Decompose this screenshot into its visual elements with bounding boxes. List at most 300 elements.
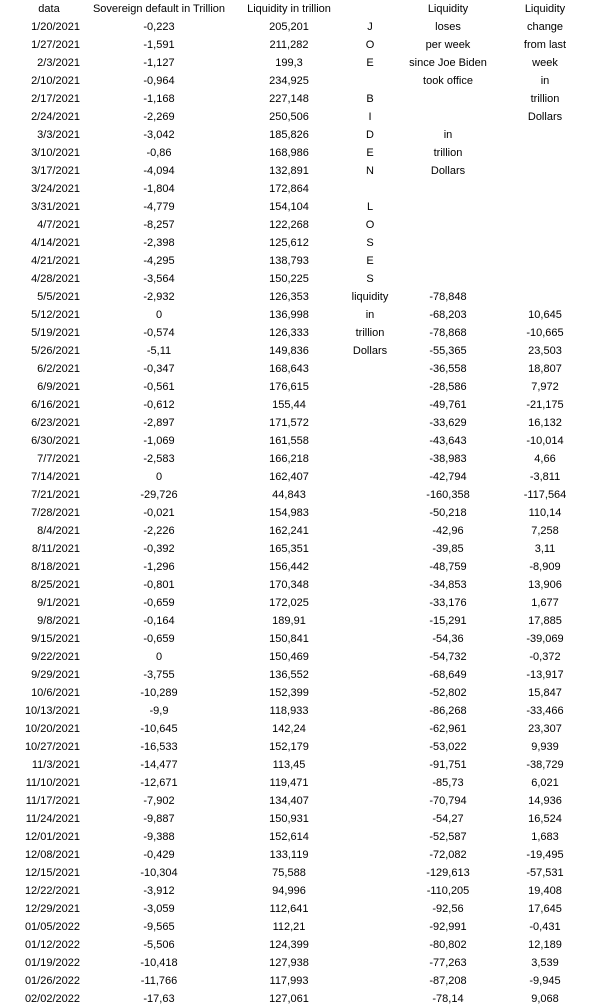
table-row [0, 918, 590, 936]
sovereign-default-cell: -0,021 [143, 507, 175, 519]
liquidity-cell: 170,348 [269, 579, 309, 591]
liquidity-loss-cell: -39,85 [432, 543, 464, 555]
liquidity-loss-cell: -50,218 [429, 507, 467, 519]
annotation-cell [344, 72, 396, 90]
date-cell: 6/16/2021 [31, 399, 80, 411]
date-cell: 5/5/2021 [37, 291, 80, 303]
liquidity-cell: 162,241 [269, 525, 309, 537]
annotation-cell: liquidity [351, 291, 389, 303]
liquidity-cell: 136,552 [269, 669, 309, 681]
sovereign-default-cell: -1,296 [143, 561, 175, 573]
liquidity-change-cell: -9,945 [529, 975, 561, 987]
liquidity-loss-cell: -28,586 [429, 381, 467, 393]
sovereign-default-cell: -0,86 [146, 147, 172, 159]
liquidity-cell: 234,925 [269, 75, 309, 87]
liquidity-change-cell [502, 234, 588, 252]
liquidity-loss-cell: Dollars [430, 165, 466, 177]
table-row [0, 216, 590, 234]
liquidity-change-cell: 19,408 [528, 885, 562, 897]
annotation-cell [344, 180, 396, 198]
sovereign-default-cell: -9,388 [143, 831, 175, 843]
annotation-cell [344, 846, 396, 864]
table-row [0, 54, 590, 72]
date-cell: 4/28/2021 [31, 273, 80, 285]
annotation-cell: Dollars [352, 345, 388, 357]
annotation-cell: trillion [355, 327, 385, 339]
date-cell: 9/1/2021 [37, 597, 80, 609]
annotation-cell: O [365, 219, 375, 231]
liquidity-change-cell: 3,11 [534, 543, 556, 555]
table-row [0, 576, 590, 594]
sovereign-default-cell: -3,059 [143, 903, 175, 915]
liquidity-cell: 152,614 [269, 831, 309, 843]
liquidity-cell: 125,612 [269, 237, 309, 249]
table-row [0, 288, 590, 306]
liquidity-change-cell: 15,847 [528, 687, 562, 699]
date-cell: 01/12/2022 [24, 939, 80, 951]
sovereign-default-cell: -14,477 [140, 759, 178, 771]
sovereign-default-cell: -4,094 [143, 165, 175, 177]
table-row [0, 126, 590, 144]
liquidity-change-cell: -10,665 [526, 327, 564, 339]
liquidity-change-cell: 18,807 [528, 363, 562, 375]
date-cell: 3/3/2021 [37, 129, 80, 141]
liquidity-loss-cell: -62,961 [429, 723, 467, 735]
sovereign-default-cell: -12,671 [140, 777, 178, 789]
annotation-cell [344, 702, 396, 720]
liquidity-cell: 150,469 [269, 651, 309, 663]
liquidity-change-cell: in [540, 75, 550, 87]
table-row [0, 198, 590, 216]
date-cell: 1/20/2021 [31, 21, 80, 33]
liquidity-cell: 152,179 [269, 741, 309, 753]
liquidity-cell: 132,891 [269, 165, 309, 177]
table-row [0, 882, 590, 900]
date-cell: 01/05/2022 [24, 921, 80, 933]
annotation-cell: S [366, 237, 374, 249]
annotation-cell [344, 504, 396, 522]
table-row [0, 414, 590, 432]
liquidity-loss-cell: -34,853 [429, 579, 467, 591]
date-cell: 3/17/2021 [31, 165, 80, 177]
liquidity-loss-cell [398, 270, 498, 288]
table-row [0, 558, 590, 576]
annotation-cell: E [366, 255, 374, 267]
liquidity-loss-cell: -78,848 [429, 291, 467, 303]
annotation-cell [344, 522, 396, 540]
table-row [0, 810, 590, 828]
date-cell: 11/24/2021 [25, 813, 80, 825]
liquidity-cell: 211,282 [269, 39, 309, 51]
annotation-cell: E [366, 147, 374, 159]
liquidity-change-cell [502, 180, 588, 198]
sovereign-default-cell: -1,168 [143, 93, 175, 105]
liquidity-loss-cell: -42,96 [432, 525, 464, 537]
sovereign-default-cell: -9,9 [149, 705, 169, 717]
table-row [0, 36, 590, 54]
table-row [0, 432, 590, 450]
annotation-cell: J [367, 21, 373, 33]
annotation-cell [344, 936, 396, 954]
sovereign-default-cell: -9,565 [143, 921, 175, 933]
liquidity-change-cell: 110,14 [528, 507, 562, 519]
liquidity-change-cell: -39,069 [526, 633, 564, 645]
sovereign-default-cell: -0,164 [143, 615, 175, 627]
liquidity-change-cell: 23,503 [528, 345, 562, 357]
liquidity-change-cell: 23,307 [528, 723, 562, 735]
sovereign-default-cell: -5,506 [143, 939, 175, 951]
date-cell: 8/11/2021 [31, 543, 80, 555]
liquidity-change-cell: 16,132 [528, 417, 562, 429]
liquidity-change-cell: 17,885 [528, 615, 562, 627]
annotation-cell [344, 396, 396, 414]
sovereign-default-cell: -0,574 [143, 327, 175, 339]
date-cell: 5/12/2021 [31, 309, 80, 321]
sovereign-default-cell: -0,223 [143, 21, 175, 33]
annotation-cell [344, 378, 396, 396]
sovereign-default-cell: -3,755 [143, 669, 175, 681]
annotation-cell [344, 918, 396, 936]
liquidity-loss-cell: -55,365 [429, 345, 467, 357]
date-cell: 2/24/2021 [31, 111, 80, 123]
annotation-cell [344, 972, 396, 990]
liquidity-loss-cell: loses [435, 21, 461, 33]
date-cell: 7/21/2021 [31, 489, 80, 501]
liquidity-cell: 150,225 [269, 273, 309, 285]
table-row [0, 936, 590, 954]
liquidity-loss-cell: -53,022 [429, 741, 467, 753]
sovereign-default-cell: -0,659 [143, 597, 175, 609]
liquidity-cell: 124,399 [269, 939, 309, 951]
annotation-cell [344, 360, 396, 378]
liquidity-change-cell: 7,258 [531, 525, 559, 537]
table-row [0, 342, 590, 360]
date-cell: 2/3/2021 [37, 57, 80, 69]
date-cell: 9/22/2021 [31, 651, 80, 663]
sovereign-default-cell: -2,583 [143, 453, 175, 465]
sovereign-default-cell: -9,887 [143, 813, 175, 825]
sovereign-default-cell: -0,612 [143, 399, 175, 411]
date-cell: 3/24/2021 [31, 183, 80, 195]
liquidity-loss-cell: -91,751 [429, 759, 467, 771]
date-cell: 6/30/2021 [31, 435, 80, 447]
table-row [0, 306, 590, 324]
liquidity-cell: 119,471 [269, 777, 309, 789]
liquidity-loss-cell: -92,991 [429, 921, 467, 933]
liquidity-change-cell [502, 252, 588, 270]
annotation-cell [344, 432, 396, 450]
liquidity-loss-cell: -43,643 [429, 435, 467, 447]
liquidity-cell: 150,931 [269, 813, 309, 825]
sovereign-default-cell: -10,304 [140, 867, 178, 879]
table-row [0, 522, 590, 540]
liquidity-change-cell [502, 270, 588, 288]
liquidity-loss-cell: -70,794 [429, 795, 467, 807]
sovereign-default-cell: -5,11 [146, 345, 172, 357]
sovereign-default-cell: -2,398 [143, 237, 175, 249]
annotation-cell: I [368, 111, 372, 123]
liquidity-cell: 165,351 [269, 543, 309, 555]
sovereign-default-cell: -0,659 [143, 633, 175, 645]
sovereign-default-cell: 0 [155, 651, 163, 663]
liquidity-cell: 189,91 [272, 615, 306, 627]
liquidity-loss-cell: -68,203 [429, 309, 467, 321]
liquidity-loss-cell: -77,263 [429, 957, 467, 969]
liquidity-loss-cell: -54,732 [429, 651, 467, 663]
sovereign-default-cell: -0,801 [143, 579, 175, 591]
table-row [0, 270, 590, 288]
annotation-cell [344, 450, 396, 468]
liquidity-loss-cell [398, 108, 498, 126]
sovereign-default-cell: -17,63 [143, 993, 175, 1005]
table-row [0, 648, 590, 666]
date-cell: 10/20/2021 [24, 723, 80, 735]
header-cell: Liquidity in trillion [247, 3, 331, 15]
table-row [0, 612, 590, 630]
liquidity-cell: 172,864 [269, 183, 309, 195]
liquidity-change-cell: -38,729 [526, 759, 564, 771]
liquidity-loss-cell: -92,56 [432, 903, 464, 915]
liquidity-cell: 118,933 [269, 705, 309, 717]
liquidity-cell: 122,268 [269, 219, 309, 231]
sovereign-default-cell: -16,533 [140, 741, 178, 753]
liquidity-change-cell: from last [523, 39, 567, 51]
table-row [0, 180, 590, 198]
liquidity-loss-cell: per week [425, 39, 471, 51]
liquidity-change-cell: trillion [530, 93, 560, 105]
liquidity-loss-cell: -38,983 [429, 453, 467, 465]
liquidity-loss-cell [398, 234, 498, 252]
sovereign-default-cell: -10,289 [140, 687, 178, 699]
table-row [0, 738, 590, 756]
sovereign-default-cell: -10,645 [140, 723, 178, 735]
date-cell: 11/10/2021 [25, 777, 80, 789]
date-cell: 2/17/2021 [31, 93, 80, 105]
date-cell: 7/14/2021 [31, 471, 80, 483]
annotation-cell: B [366, 93, 374, 105]
annotation-cell [344, 558, 396, 576]
date-cell: 12/08/2021 [24, 849, 80, 861]
date-cell: 8/25/2021 [31, 579, 80, 591]
liquidity-change-cell: 1,683 [531, 831, 559, 843]
annotation-cell [344, 954, 396, 972]
table-row [0, 756, 590, 774]
date-cell: 4/21/2021 [31, 255, 80, 267]
liquidity-cell: 156,442 [269, 561, 309, 573]
date-cell: 10/6/2021 [31, 687, 80, 699]
sovereign-default-cell: -2,897 [143, 417, 175, 429]
liquidity-loss-cell: -87,208 [429, 975, 467, 987]
annotation-cell [344, 666, 396, 684]
liquidity-loss-cell: -129,613 [426, 867, 470, 879]
liquidity-loss-cell [398, 180, 498, 198]
liquidity-cell: 172,025 [269, 597, 309, 609]
table-row [0, 864, 590, 882]
table-row [0, 162, 590, 180]
liquidity-loss-cell: -78,14 [432, 993, 464, 1005]
liquidity-cell: 112,641 [269, 903, 309, 915]
liquidity-cell: 142,24 [272, 723, 306, 735]
table-row [0, 684, 590, 702]
liquidity-cell: 168,643 [269, 363, 309, 375]
liquidity-change-cell: 3,539 [531, 957, 559, 969]
annotation-cell [344, 540, 396, 558]
liquidity-cell: 199,3 [275, 57, 303, 69]
table-row [0, 774, 590, 792]
annotation-cell [344, 792, 396, 810]
header-cell: Liquidity [524, 3, 566, 15]
liquidity-cell: 149,836 [269, 345, 309, 357]
date-cell: 4/7/2021 [37, 219, 80, 231]
sovereign-default-cell: -29,726 [140, 489, 178, 501]
liquidity-change-cell [502, 198, 588, 216]
liquidity-cell: 205,201 [269, 21, 309, 33]
liquidity-change-cell: -10,014 [526, 435, 564, 447]
liquidity-change-cell: 9,939 [531, 741, 559, 753]
sovereign-default-cell: -0,561 [143, 381, 175, 393]
date-cell: 10/13/2021 [24, 705, 80, 717]
liquidity-cell: 155,44 [272, 399, 306, 411]
header-cell: Liquidity [427, 3, 469, 15]
date-cell: 11/3/2021 [31, 759, 80, 771]
table-row [0, 72, 590, 90]
table-row [0, 720, 590, 738]
sovereign-default-cell: -0,429 [143, 849, 175, 861]
date-cell: 01/19/2022 [24, 957, 80, 969]
annotation-cell: O [365, 39, 375, 51]
table-row [0, 90, 590, 108]
sovereign-default-cell: -4,779 [143, 201, 175, 213]
table-row [0, 594, 590, 612]
table-row [0, 360, 590, 378]
liquidity-cell: 127,061 [269, 993, 309, 1005]
date-cell: 12/29/2021 [24, 903, 80, 915]
table-row [0, 252, 590, 270]
liquidity-loss-cell: -52,802 [429, 687, 467, 699]
annotation-cell [344, 864, 396, 882]
liquidity-change-cell [502, 144, 588, 162]
liquidity-change-cell: 10,645 [528, 309, 562, 321]
date-cell: 5/26/2021 [31, 345, 80, 357]
date-cell: 11/17/2021 [25, 795, 80, 807]
liquidity-cell: 150,841 [269, 633, 309, 645]
liquidity-change-cell: -8,909 [529, 561, 561, 573]
date-cell: 5/19/2021 [31, 327, 80, 339]
liquidity-loss-cell: -36,558 [429, 363, 467, 375]
table-row [0, 900, 590, 918]
liquidity-cell: 112,21 [272, 921, 306, 933]
sovereign-default-cell: -1,804 [143, 183, 175, 195]
date-cell: 12/01/2021 [24, 831, 80, 843]
liquidity-loss-cell: -42,794 [429, 471, 467, 483]
liquidity-cell: 166,218 [269, 453, 309, 465]
sovereign-default-cell: 0 [155, 471, 163, 483]
date-cell: 02/02/2022 [24, 993, 80, 1005]
liquidity-loss-cell: -33,629 [429, 417, 467, 429]
liquidity-loss-cell: -33,176 [429, 597, 467, 609]
header-row [0, 0, 590, 18]
liquidity-cell: 185,826 [269, 129, 309, 141]
annotation-cell: E [366, 57, 374, 69]
liquidity-loss-cell: -54,36 [432, 633, 464, 645]
liquidity-loss-cell [398, 216, 498, 234]
liquidity-cell: 117,993 [269, 975, 309, 987]
liquidity-loss-cell: in [443, 129, 453, 141]
liquidity-cell: 250,506 [269, 111, 309, 123]
table-row [0, 396, 590, 414]
date-cell: 1/27/2021 [31, 39, 80, 51]
sovereign-default-cell: -8,257 [143, 219, 175, 231]
sovereign-default-cell: -3,912 [143, 885, 175, 897]
annotation-cell [344, 828, 396, 846]
date-cell: 3/10/2021 [31, 147, 80, 159]
liquidity-cell: 44,843 [272, 489, 306, 501]
liquidity-cell: 127,938 [269, 957, 309, 969]
annotation-cell [344, 810, 396, 828]
liquidity-loss-cell: since Joe Biden [409, 57, 487, 69]
date-cell: 6/23/2021 [31, 417, 80, 429]
liquidity-change-cell [502, 288, 588, 306]
liquidity-loss-cell [398, 252, 498, 270]
date-cell: 01/26/2022 [24, 975, 80, 987]
date-cell: 3/31/2021 [31, 201, 80, 213]
liquidity-change-cell: 7,972 [531, 381, 559, 393]
liquidity-change-cell: 13,906 [528, 579, 562, 591]
annotation-cell: N [366, 165, 374, 177]
annotation-cell [344, 900, 396, 918]
annotation-cell [344, 774, 396, 792]
liquidity-cell: 171,572 [269, 417, 309, 429]
annotation-cell [344, 756, 396, 774]
liquidity-loss-cell: -49,761 [429, 399, 467, 411]
date-cell: 6/9/2021 [37, 381, 80, 393]
liquidity-loss-cell: -86,268 [429, 705, 467, 717]
header-cell [344, 0, 396, 18]
header-cell: data [38, 3, 60, 15]
liquidity-loss-cell [398, 90, 498, 108]
liquidity-loss-cell: -68,649 [429, 669, 467, 681]
liquidity-cell: 176,615 [269, 381, 309, 393]
header-cell: Sovereign default in Trillion [92, 3, 226, 15]
liquidity-change-cell: 9,068 [531, 993, 559, 1005]
date-cell: 7/7/2021 [37, 453, 80, 465]
liquidity-change-cell [502, 162, 588, 180]
date-cell: 12/22/2021 [24, 885, 80, 897]
liquidity-change-cell: change [526, 21, 564, 33]
liquidity-change-cell: -0,431 [529, 921, 561, 933]
date-cell: 2/10/2021 [31, 75, 80, 87]
liquidity-cell: 227,148 [269, 93, 309, 105]
sovereign-default-cell: -11,766 [140, 975, 178, 987]
sovereign-default-cell: -3,564 [143, 273, 175, 285]
table-row [0, 702, 590, 720]
liquidity-change-cell [502, 126, 588, 144]
liquidity-change-cell [502, 216, 588, 234]
table-row [0, 630, 590, 648]
annotation-cell [344, 576, 396, 594]
liquidity-loss-cell: took office [423, 75, 473, 87]
liquidity-cell: 168,986 [269, 147, 309, 159]
liquidity-loss-cell: -85,73 [432, 777, 464, 789]
liquidity-change-cell: -19,495 [526, 849, 564, 861]
liquidity-change-cell: week [532, 57, 558, 69]
liquidity-change-cell: -3,811 [529, 471, 561, 483]
annotation-cell: in [365, 309, 375, 321]
table-row [0, 954, 590, 972]
liquidity-loss-cell: -15,291 [429, 615, 467, 627]
annotation-cell: D [366, 129, 374, 141]
date-cell: 9/29/2021 [31, 669, 80, 681]
